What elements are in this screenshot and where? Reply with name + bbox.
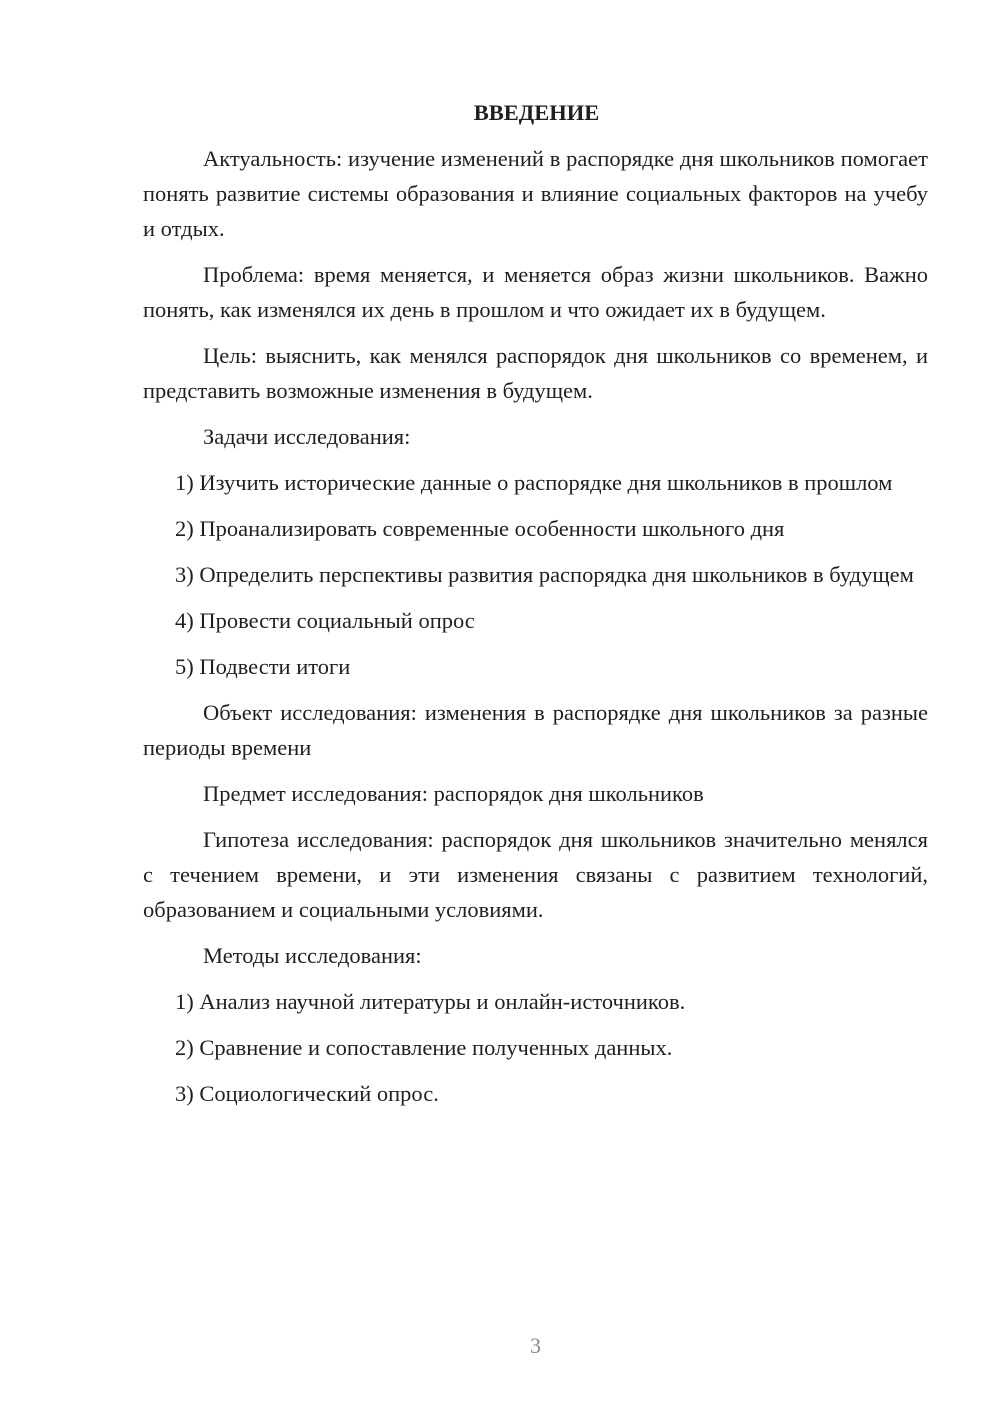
subject-paragraph: Предмет исследования: распорядок дня школьников: [203, 781, 704, 806]
page-content: [143, 95, 928, 1122]
method-item-2: 2) Сравнение и сопоставление полученных данных.: [175, 1035, 673, 1060]
hypothesis-paragraph: Гипотеза исследования: распорядок дня школьников значительно менялся с течением времени, и эти изменения связаны с развитием технологий, образованием и социальными условиями.: [143, 827, 928, 922]
task-item-2: 2) Проанализировать современные особенности школьного дня: [175, 516, 785, 541]
page-number: 3: [530, 1333, 541, 1358]
method-item-3: 3) Социологический опрос.: [175, 1081, 439, 1106]
section-title: ВВЕДЕНИЕ: [473, 100, 600, 125]
relevance-paragraph: Актуальность: изучение изменений в распорядке дня школьников помогает понять развитие системы образования и влияние социальных факторов на учебу и отдых.: [143, 146, 928, 241]
method-item-1: 1) Анализ научной литературы и онлайн-источников.: [175, 989, 686, 1014]
task-item-1: 1) Изучить исторические данные о распорядке дня школьников в прошлом: [175, 470, 893, 495]
problem-paragraph: Проблема: время меняется, и меняется образ жизни школьников. Важно понять, как изменялся их день в прошлом и что ожидает их в будущем.: [143, 262, 928, 322]
task-item-3: 3) Определить перспективы развития распорядка дня школьников в будущем: [175, 562, 914, 587]
tasks-heading: Задачи исследования:: [203, 424, 411, 449]
task-item-4: 4) Провести социальный опрос: [175, 608, 475, 633]
methods-heading: Методы исследования:: [203, 943, 422, 968]
goal-paragraph: Цель: выяснить, как менялся распорядок дня школьников со временем, и представить возможные изменения в будущем.: [143, 343, 928, 403]
task-item-5: 5) Подвести итоги: [175, 654, 351, 679]
object-paragraph: Объект исследования: изменения в распорядке дня школьников за разные периоды времени: [143, 700, 928, 760]
